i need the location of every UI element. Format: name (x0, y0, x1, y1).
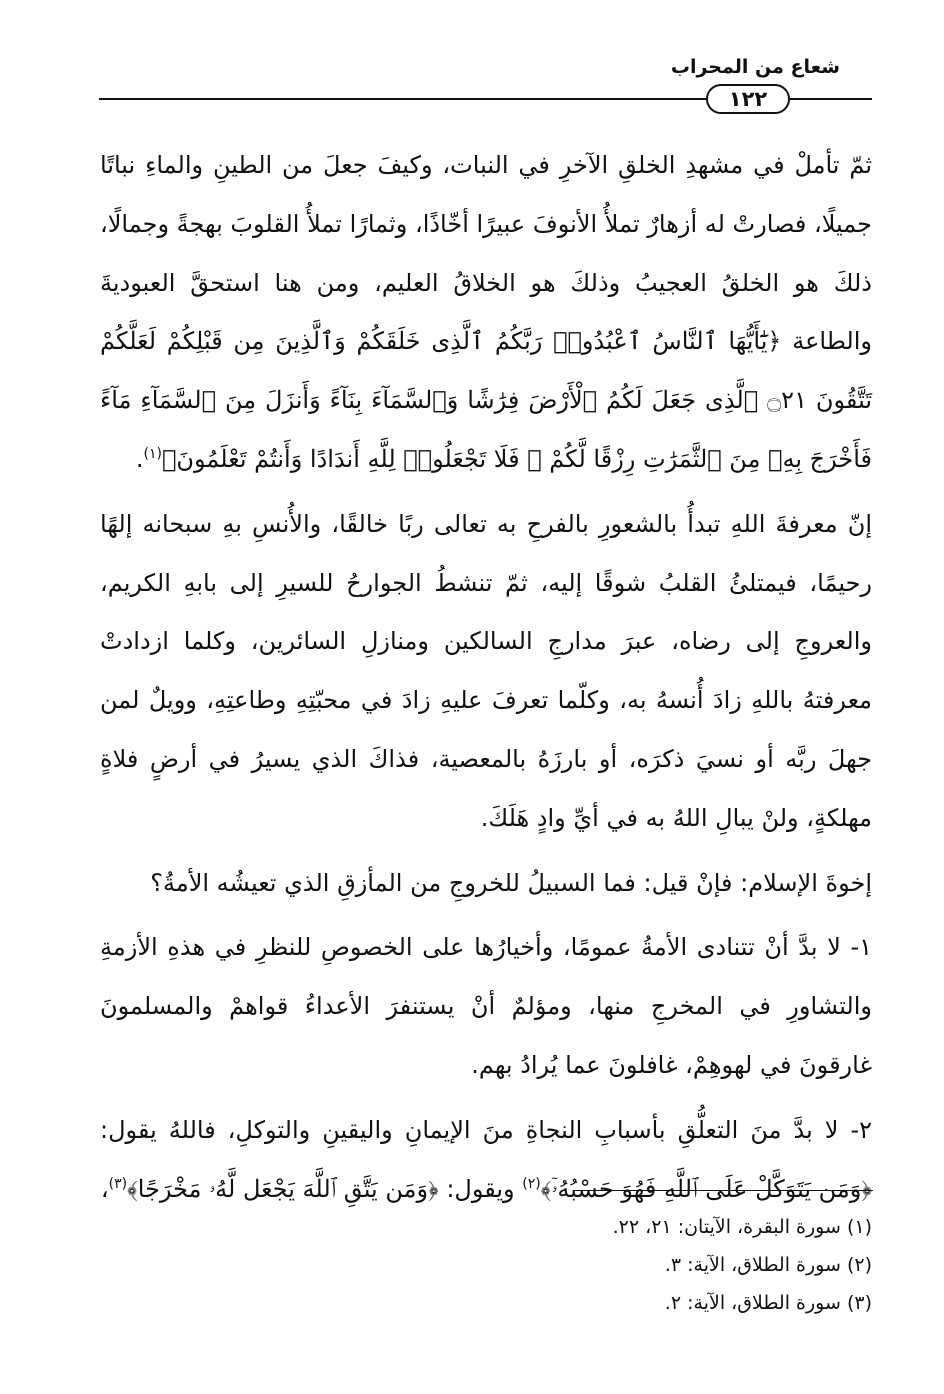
main-text (100, 136, 872, 1224)
paragraph-1-text: ثمّ تأملْ في مشهدِ الخلقِ الآخرِ في النبات، وكيفَ جعلَ من الطينِ والماءِ نباتًا جميلًا، فصارتْ له أزهارٌ تملأُ الأنوفَ عبيرًا أخّاذًا، وثمارًا تملأُ القلوبَ بهجةً وجمالًا، ذلكَ هو الخلقُ العجيبُ وذلكَ هو الخلاقُ العليم، ومن هنا استحقَّ العبوديةَ والطاعة (100, 151, 872, 356)
header-rule-left (99, 98, 707, 100)
footnote-ref-2: (٢) (522, 1175, 541, 1192)
page-number: ١٢٢ (728, 87, 768, 111)
footnote-ref-1: (١) (143, 445, 162, 462)
paragraph-5 (100, 1101, 872, 1219)
paragraph-5-end: ، (100, 1174, 109, 1203)
quran-verse-talaq-2: ﴿وَمَن يَتَّقِ ٱللَّهَ يَجْعَل لَّهُۥ مَخْرَجًا﴾ (127, 1174, 439, 1203)
footnote-ref-3: (٣) (108, 1175, 128, 1192)
page-number-badge (706, 84, 790, 114)
header-rule-right (790, 98, 872, 100)
footnote-3: (٣) سورة الطلاق، الآية: ٢. (664, 1292, 872, 1314)
paragraph-5-connector: ويقول: (446, 1174, 515, 1203)
running-title: شعاع من المحراب (670, 56, 840, 78)
paragraph-4: ١- لا بدَّ أنْ تتنادى الأمةُ عمومًا، وأخيارُها على الخصوصِ للنظرِ في هذهِ الأزمةِ والتشاورِ في المخرجِ منها، ومؤلمٌ أنْ يستنفرَ الأعداءُ قواهمْ والمسلمونَ غارقونَ في لهوهِمْ، غافلونَ عما يُرادُ بهم. (100, 933, 872, 1079)
footnote-1: (١) سورة البقرة، الآيتان: ٢١، ٢٢. (612, 1216, 872, 1238)
paragraph-3: إخوةَ الإسلام: فإنْ قيل: فما السبيلُ للخروجِ من المأزقِ الذي تعيشُه الأمةُ؟ (150, 868, 872, 897)
paragraph-1-end: . (135, 444, 144, 473)
paragraph-2: إنّ معرفةَ اللهِ تبدأُ بالشعورِ بالفرحِ به تعالى ربًا خالقًا، والأُنسِ بهِ سبحانه إلهًا رحيمًا، فيمتلئُ القلبُ شوقًا إليه، ثمّ تنشطُ الجوارحُ للسيرِ إلى بابهِ الكريم، والعروجِ إلى رضاه، عبرَ مدارجِ السالكين ومنازلِ السائرين، وكلما ازدادتْ معرفتهُ باللهِ زادَ أُنسهُ به، وكلّما تعرفَ عليهِ زادَ في محبّتِهِ وطاعتِهِ، وويلٌ لمن جهلَ ربَّه أو نسيَ ذكرَه، أو بارزَهُ بالمعصية، فذاكَ الذي يسيرُ في أرضٍ فلاةٍ مهلكةٍ، ولنْ يبالِ اللهُ به في أيِّ وادٍ هَلَكَ. (100, 509, 872, 832)
paragraph-1 (100, 136, 872, 489)
quran-verse-baqarah: ﴿يَٰٓأَيُّهَا ٱلنَّاسُ ٱعْبُدُوا۟ رَبَّكُمُ ٱلَّذِى خَلَقَكُمْ وَٱلَّذِينَ مِن قَبْلِكُمْ لَعَلَّكُمْ تَتَّقُونَ ۝٢١ ٱلَّذِى جَعَلَ لَكُمُ ٱلْأَرْضَ فِرَٰشًا وَٱلسَّمَآءَ بِنَآءً وَأَنزَلَ مِنَ ٱلسَّمَآءِ مَآءً فَأَخْرَجَ بِهِۦ مِنَ ٱلثَّمَرَٰتِ رِزْقًا لَّكُمْ ۖ فَلَا تَجْعَلُوا۟ لِلَّهِ أَندَادًا وَأَنتُمْ تَعْلَمُونَ﴾ (100, 327, 872, 473)
paragraph-5-text: ٢- لا بدَّ منَ التعلُّقِ بأسبابِ النجاةِ منَ الإيمانِ واليقينِ والتوكلِ، فاللهُ يقول: (100, 1115, 872, 1144)
quran-verse-talaq-3: ﴿وَمَن يَتَوَكَّلْ عَلَى ٱللَّهِ فَهُوَ حَسْبُهُۥٓ﴾ (540, 1174, 872, 1203)
footnote-separator (573, 1190, 873, 1191)
footnotes (100, 1208, 872, 1322)
footnote-2: (٢) سورة الطلاق، الآية: ٣. (664, 1254, 872, 1276)
